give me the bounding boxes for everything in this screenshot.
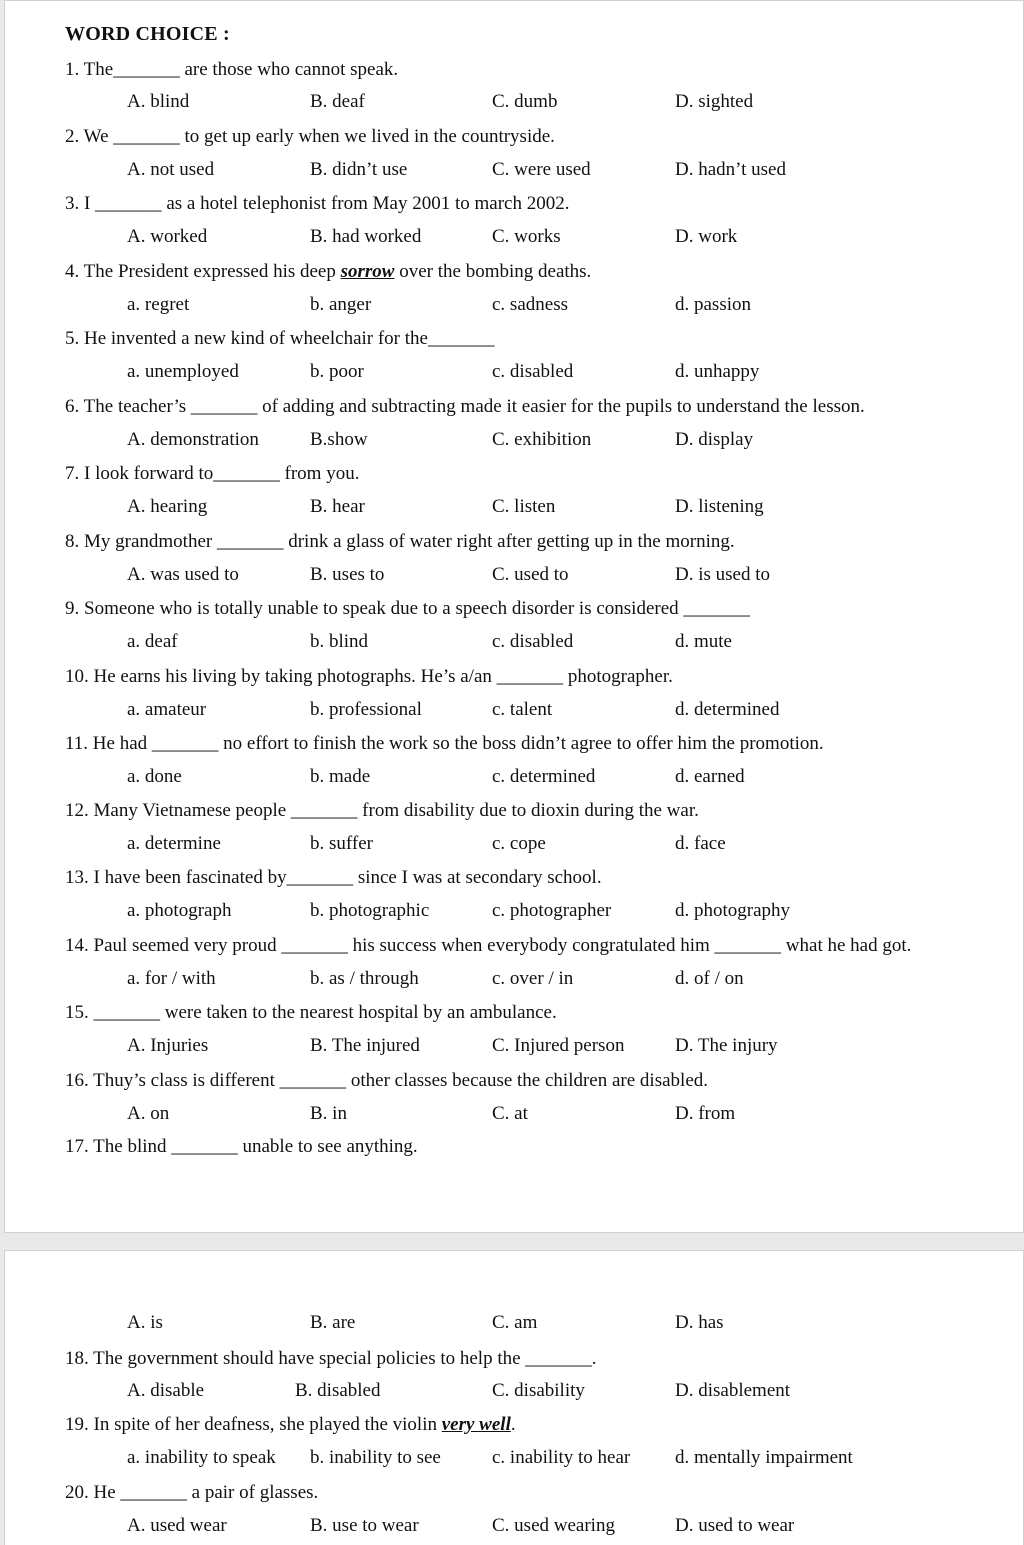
option-a[interactable]: a. determine: [127, 833, 221, 854]
option-a[interactable]: A. demonstration: [127, 429, 259, 450]
option-b[interactable]: B. disabled: [295, 1380, 381, 1401]
question-13: 13. I have been fascinated by_______ since I was at secondary school.: [65, 867, 602, 888]
options-12: [5, 833, 1005, 857]
option-b[interactable]: b. suffer: [310, 833, 373, 854]
question-10: 10. He earns his living by taking photographs. He’s a/an _______ photographer.: [65, 666, 673, 687]
option-b[interactable]: b. poor: [310, 361, 364, 382]
question-8: 8. My grandmother _______ drink a glass of water right after getting up in the morning.: [65, 531, 735, 552]
option-c[interactable]: c. disabled: [492, 361, 574, 382]
option-d[interactable]: D. has: [675, 1312, 724, 1333]
question-11: 11. He had _______ no effort to finish the work so the boss didn’t agree to offer him the promotion.: [65, 733, 824, 754]
option-c[interactable]: c. photographer: [492, 900, 612, 921]
option-c[interactable]: C. exhibition: [492, 429, 592, 450]
option-d[interactable]: D. work: [675, 226, 738, 247]
options-13: [5, 900, 1005, 924]
option-c[interactable]: C. disability: [492, 1380, 585, 1401]
option-b[interactable]: B. uses to: [310, 564, 385, 585]
option-b[interactable]: B. in: [310, 1103, 347, 1124]
option-c[interactable]: C. used to: [492, 564, 569, 585]
option-a[interactable]: a. amateur: [127, 699, 207, 720]
option-d[interactable]: d. passion: [675, 294, 751, 315]
options-8: [5, 564, 1005, 588]
question-15: 15. _______ were taken to the nearest hospital by an ambulance.: [65, 1002, 557, 1023]
option-b[interactable]: b. photographic: [310, 900, 430, 921]
question-2: 2. We _______ to get up early when we lived in the countryside.: [65, 126, 555, 147]
option-c[interactable]: c. cope: [492, 833, 546, 854]
option-b[interactable]: B. are: [310, 1312, 356, 1333]
option-b[interactable]: b. anger: [310, 294, 372, 315]
worksheet-title: WORD CHOICE :: [65, 23, 230, 45]
question-20: 20. He _______ a pair of glasses.: [65, 1482, 319, 1503]
option-d[interactable]: D. The injury: [675, 1035, 778, 1056]
question-14: 14. Paul seemed very proud _______ his success when everybody congratulated him _______ what he had got.: [65, 935, 912, 956]
option-c[interactable]: C. at: [492, 1103, 528, 1124]
option-a[interactable]: A. hearing: [127, 496, 208, 517]
option-c[interactable]: C. am: [492, 1312, 538, 1333]
option-c[interactable]: c. disabled: [492, 631, 574, 652]
question-17: 17. The blind _______ unable to see anything.: [65, 1136, 418, 1157]
question-3: 3. I _______ as a hotel telephonist from May 2001 to march 2002.: [65, 193, 570, 214]
options-20: [5, 1515, 1005, 1539]
option-b[interactable]: B.show: [310, 429, 368, 450]
option-b[interactable]: b. professional: [310, 699, 422, 720]
option-c[interactable]: c. determined: [492, 766, 596, 787]
option-a[interactable]: A. disable: [127, 1380, 205, 1401]
option-d[interactable]: d. mentally impairment: [675, 1447, 853, 1468]
question-6: 6. The teacher’s _______ of adding and subtracting made it easier for the pupils to understand the lesson.: [65, 396, 865, 417]
options-17: [5, 1312, 1005, 1336]
option-c[interactable]: c. talent: [492, 699, 553, 720]
option-b[interactable]: B. didn’t use: [310, 159, 408, 180]
option-c[interactable]: c. inability to hear: [492, 1447, 631, 1468]
options-6: [5, 429, 1005, 453]
option-c[interactable]: c. over / in: [492, 968, 574, 989]
options-19: [5, 1447, 1005, 1471]
option-b[interactable]: B. hear: [310, 496, 365, 517]
option-a[interactable]: A. on: [127, 1103, 170, 1124]
options-3: [5, 226, 1005, 250]
option-d[interactable]: D. is used to: [675, 564, 770, 585]
question-5: 5. He invented a new kind of wheelchair for the_______: [65, 328, 495, 349]
options-15: [5, 1035, 1005, 1059]
question-7: 7. I look forward to_______ from you.: [65, 463, 360, 484]
option-d[interactable]: d. photography: [675, 900, 791, 921]
page-2: [4, 1250, 1024, 1545]
option-a[interactable]: a. regret: [127, 294, 190, 315]
option-a[interactable]: A. blind: [127, 91, 190, 112]
options-10: [5, 699, 1005, 723]
option-d[interactable]: D. from: [675, 1103, 736, 1124]
option-d[interactable]: D. used to wear: [675, 1515, 795, 1536]
option-d[interactable]: D. disablement: [675, 1380, 791, 1401]
option-c[interactable]: C. Injured person: [492, 1035, 625, 1056]
question-16: 16. Thuy’s class is different _______ other classes because the children are disabled.: [65, 1070, 709, 1091]
option-b[interactable]: b. inability to see: [310, 1447, 441, 1468]
option-d[interactable]: d. face: [675, 833, 726, 854]
options-1: [5, 91, 1005, 115]
option-a[interactable]: a. done: [127, 766, 182, 787]
option-b[interactable]: B. deaf: [310, 91, 365, 112]
question-1: 1. The_______ are those who cannot speak.: [65, 59, 399, 80]
option-c[interactable]: C. dumb: [492, 91, 558, 112]
option-c[interactable]: C. works: [492, 226, 561, 247]
options-9: [5, 631, 1005, 655]
options-2: [5, 159, 1005, 183]
option-b[interactable]: B. use to wear: [310, 1515, 419, 1536]
option-c[interactable]: C. listen: [492, 496, 556, 517]
option-a[interactable]: a. inability to speak: [127, 1447, 276, 1468]
option-d[interactable]: d. unhappy: [675, 361, 760, 382]
option-d[interactable]: d. mute: [675, 631, 732, 652]
option-a[interactable]: a. for / with: [127, 968, 216, 989]
options-5: [5, 361, 1005, 385]
question-12: 12. Many Vietnamese people _______ from disability due to dioxin during the war.: [65, 800, 699, 821]
options-7: [5, 496, 1005, 520]
option-d[interactable]: d. earned: [675, 766, 745, 787]
option-c[interactable]: C. used wearing: [492, 1515, 615, 1536]
option-d[interactable]: d. determined: [675, 699, 780, 720]
options-11: [5, 766, 1005, 790]
options-16: [5, 1103, 1005, 1127]
option-c[interactable]: C. were used: [492, 159, 591, 180]
option-b[interactable]: B. The injured: [310, 1035, 420, 1056]
option-a[interactable]: a. photograph: [127, 900, 232, 921]
option-a[interactable]: A. Injuries: [127, 1035, 209, 1056]
option-d[interactable]: D. listening: [675, 496, 764, 517]
options-4: [5, 294, 1005, 318]
option-a[interactable]: A. used wear: [127, 1515, 227, 1536]
underlined-word: sorrow: [340, 261, 395, 282]
option-a[interactable]: A. is: [127, 1312, 163, 1333]
option-c[interactable]: c. sadness: [492, 294, 568, 315]
option-a[interactable]: A. was used to: [127, 564, 239, 585]
page-1: [4, 0, 1024, 1233]
options-14: [5, 968, 1005, 992]
options-18: [5, 1380, 1005, 1404]
option-d[interactable]: D. display: [675, 429, 754, 450]
option-b[interactable]: b. made: [310, 766, 371, 787]
option-d[interactable]: d. of / on: [675, 968, 744, 989]
option-a[interactable]: a. unemployed: [127, 361, 239, 382]
option-d[interactable]: D. hadn’t used: [675, 159, 786, 180]
option-b[interactable]: b. as / through: [310, 968, 419, 989]
question-18: 18. The government should have special policies to help the _______.: [65, 1348, 597, 1369]
option-d[interactable]: D. sighted: [675, 91, 754, 112]
option-b[interactable]: b. blind: [310, 631, 369, 652]
question-4: 4. The President expressed his deep sorrow over the bombing deaths.: [65, 261, 592, 282]
question-19: 19. In spite of her deafness, she played the violin very well.: [65, 1414, 516, 1435]
option-a[interactable]: A. not used: [127, 159, 215, 180]
question-9: 9. Someone who is totally unable to speak due to a speech disorder is considered _______: [65, 598, 750, 619]
option-a[interactable]: a. deaf: [127, 631, 178, 652]
option-b[interactable]: B. had worked: [310, 226, 422, 247]
underlined-phrase: very well: [441, 1414, 511, 1435]
option-a[interactable]: A. worked: [127, 226, 208, 247]
